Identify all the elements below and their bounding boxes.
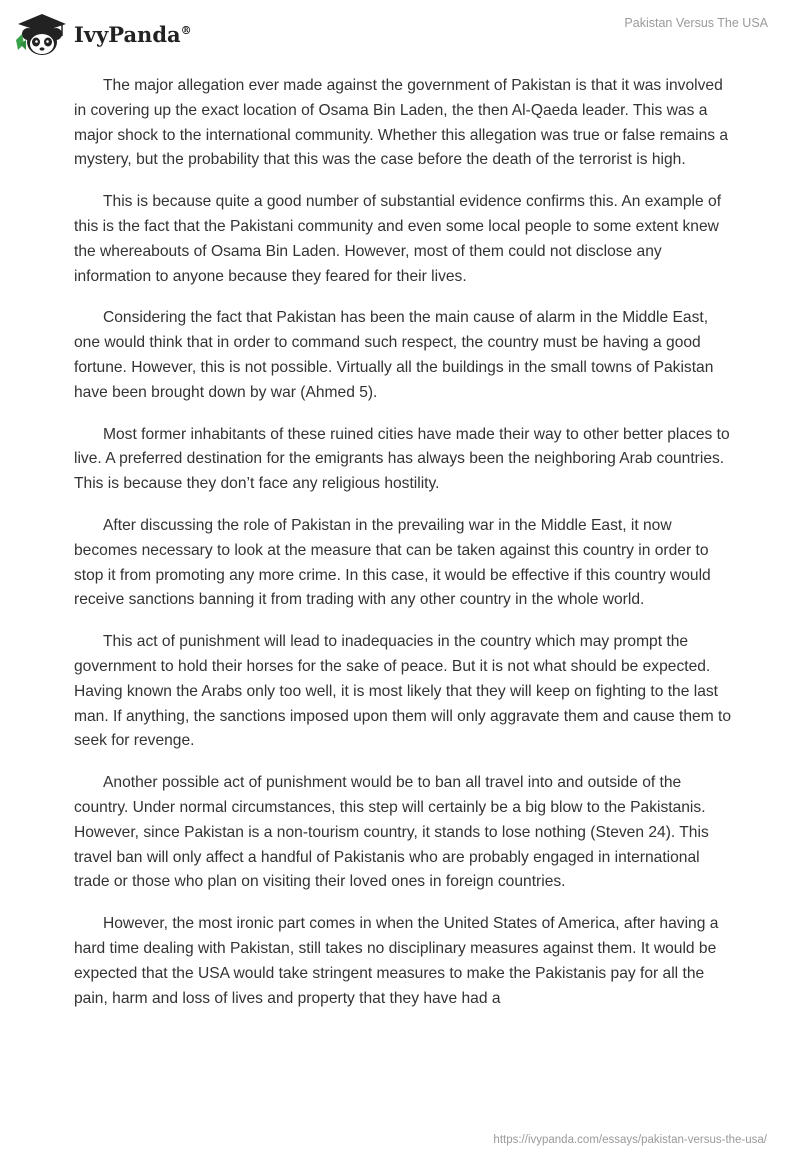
document-title: Pakistan Versus The USA [624, 16, 768, 30]
brand-name: IvyPanda® [74, 21, 192, 47]
page-header [0, 0, 800, 70]
paragraph: The major allegation ever made against the government of Pakistan is that it was involved in covering up the exact location of Osama Bin Laden, the then Al-Qaeda leader. This was a major shock to the international community. Whether this allegation was true or false remains a mystery, but the probability that this was the case before the death of the terrorist is high. [74, 77, 729, 169]
paragraph: Most former inhabitants of these ruined cities have made their way to other better places to live. A preferred destination for the emigrants has always been the neighboring Arab countries. This is because they don’t face any religious hostility. [74, 425, 730, 493]
registered-mark: ® [180, 23, 192, 37]
paragraph: This act of punishment will lead to inadequacies in the country which may prompt the government to hold their horses for the sake of peace. But it is not what should be expected. Having known the Arabs only too well, it is most likely that they will keep on fighting to the last man. If anything, the sanctions imposed upon them will only aggravate them and cause them to seek for revenge. [74, 633, 732, 750]
paragraph: After discussing the role of Pakistan in the prevailing war in the Middle East, it now becomes necessary to look at the measure that can be taken against this country in order to stop it from promoting any more crime. In this case, it would be effective if this country would receive sanctions banning it from trading with any other country in the whole world. [74, 516, 711, 609]
paragraph: This is because quite a good number of substantial evidence confirms this. An example of this is the fact that the Pakistani community and even some local people to some extent knew the whereabouts of Osama Bin Laden. However, most of them could not disclose any information to anyone because they feared for their lives. [74, 193, 722, 285]
ivypanda-logo[interactable] [12, 10, 192, 56]
paragraph: Considering the fact that Pakistan has been the main cause of alarm in the Middle East, one would think that in order to command such respect, the country must be having a good fortune. However, this is not possible. Virtually all the buildings in the small towns of Pakistan have been brought down by war (Ahmed 5). [74, 309, 714, 401]
source-url[interactable]: https://ivypanda.com/essays/pakistan-versus-the-usa/ [493, 1134, 767, 1146]
panda-graduation-cap-logo-icon [12, 10, 68, 56]
essay-body [74, 74, 734, 1028]
paragraph: Another possible act of punishment would be to ban all travel into and outside of the country. Under normal circumstances, this step will certainly be a big blow to the Pakistanis. However, since Pakistan is a non-tourism country, it stands to lose nothing (Steven 24). This travel ban will only affect a handful of Pakistanis who are probably engaged in international trade or those who plan on visiting their loved ones in foreign countries. [74, 774, 709, 891]
paragraph: However, the most ironic part comes in when the United States of America, after having a hard time dealing with Pakistan, still takes no disciplinary measures against them. It would be expected that the USA would take stringent measures to make the Pakistanis pay for all the pain, harm and loss of lives and property that they have had a [74, 915, 719, 1007]
